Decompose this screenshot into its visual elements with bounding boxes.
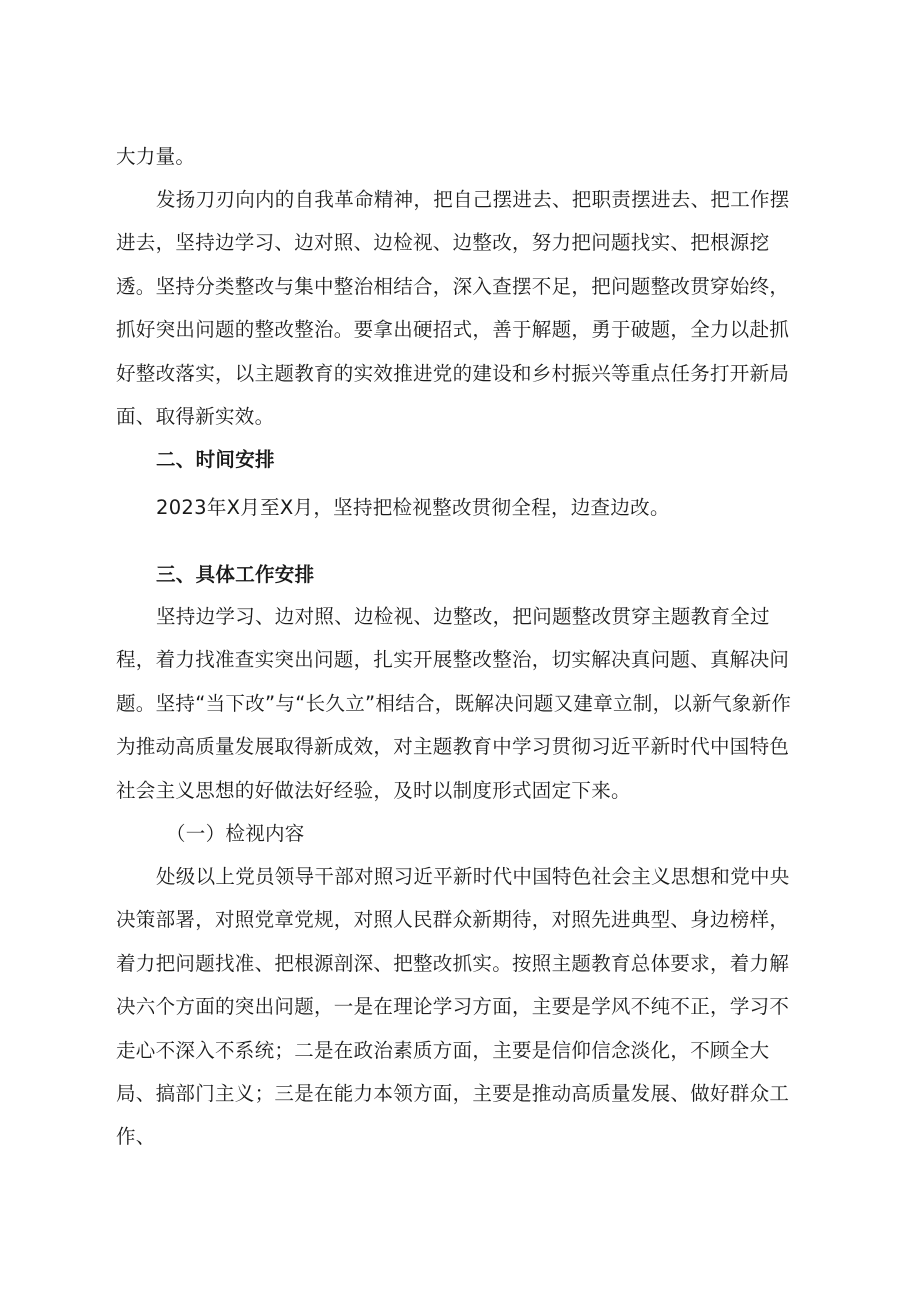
subheading-inspection-content: （一）检视内容 (166, 822, 305, 845)
paragraph-work-arrangement: 坚持边学习、边对照、边检视、边整改，把问题整改贯穿主题教育全过程，着力找准查实突出问题，扎实开展整改整治，切实解决真问题、真解决问题。坚持“当下改”与“长久立”相结合，既解决问题又建章立制，以新气象新作为推动高质量发展取得新成效，对主题教育中学习贯彻习近平新时代中国特色社会主义思想的好做法好经验，及时以制度形式固定下来。 (116, 605, 792, 802)
paragraph-continuation: 大力量。 (116, 145, 196, 168)
paragraph-schedule: 2023年X月至X月，坚持把检视整改贯彻全程，边查边改。 (156, 496, 670, 519)
paragraph-self-revolution: 发扬刀刃向内的自我革命精神，把自己摆进去、把职责摆进去、把工作摆进去，坚持边学习、边对照、边检视、边整改，努力把问题找实、把根源挖透。坚持分类整改与集中整治相结合，深入查摆不足，把问题整改贯穿始终，抓好突出问题的整改整治。要拿出硬招式，善于解题，勇于破题，全力以赴抓好整改落实，以主题教育的实效推进党的建设和乡村振兴等重点任务打开新局面、取得新实效。 (116, 188, 790, 429)
paragraph-inspection-content: 处级以上党员领导干部对照习近平新时代中国特色社会主义思想和党中央决策部署，对照党章党规，对照人民群众新期待，对照先进典型、身边榜样，着力把问题找准、把根源剖深、把整改抓实。按照主题教育总体要求，着力解决六个方面的突出问题，一是在理论学习方面，主要是学风不纯不正，学习不走心不深入不系统；二是在政治素质方面，主要是信仰信念淡化，不顾全大局、搞部门主义；三是在能力本领方面，主要是推动高质量发展、做好群众工作、 (116, 865, 790, 1149)
section-heading-schedule: 二、时间安排 (156, 448, 275, 471)
section-heading-work-arrangement: 三、具体工作安排 (156, 563, 315, 586)
